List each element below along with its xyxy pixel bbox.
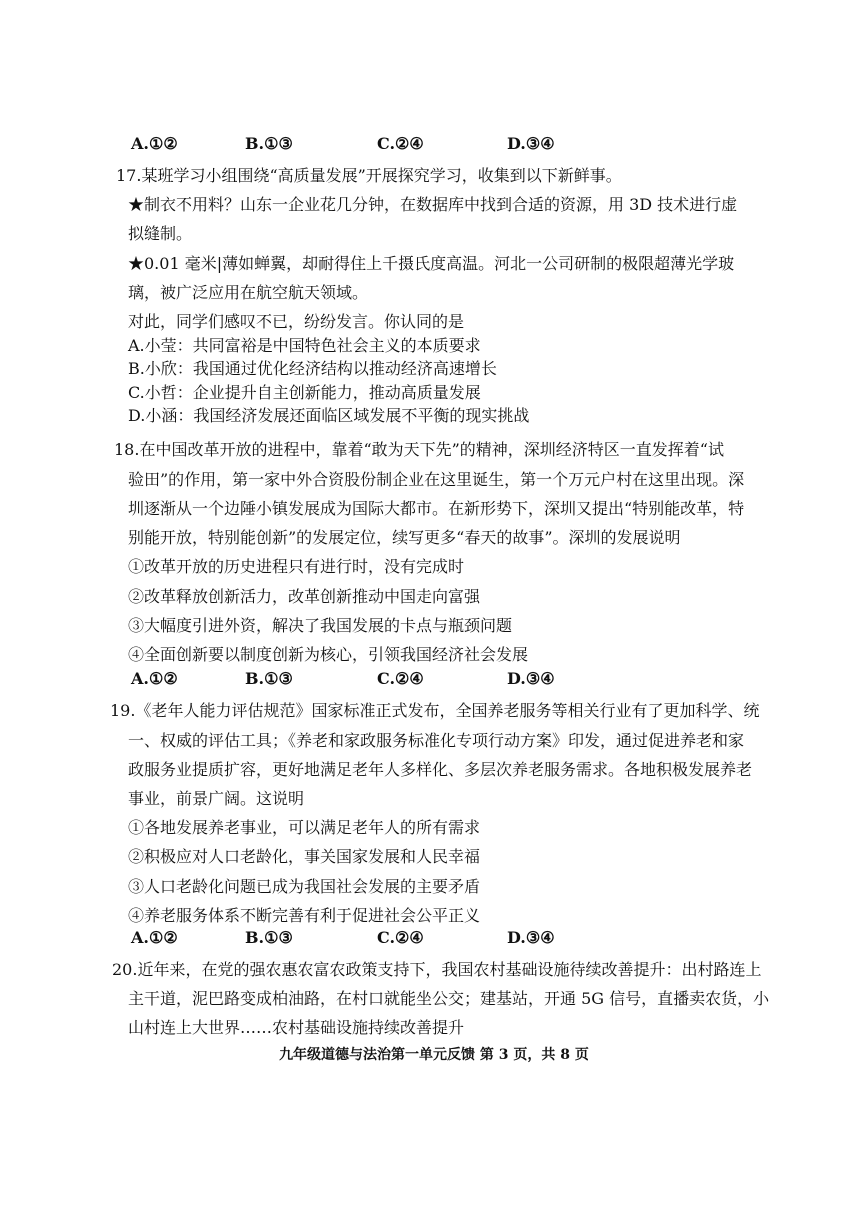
q20-stem-line: 主干道，泥巴路变成柏油路，在村口就能坐公交；建基站，开通 5G 信号，直播卖农货，小 [128,989,770,1008]
q18-stem-line: 验田”的作用，第一家中外合资股份制企业在这里诞生，第一个万元户村在这里出现。深 [128,470,745,489]
q19-statement-3: ③人口老龄化问题已成为我国社会发展的主要矛盾 [128,877,481,896]
q18-option-d: D.③④ [507,669,555,688]
q20-stem-line: 20.近年来，在党的强农惠农富农政策支持下，我国农村基础设施待续改善提升：出村路连上 [112,960,762,979]
q18-statement-4: ④全面创新要以制度创新为核心，引领我国经济社会发展 [128,645,529,664]
q19-stem-line: 政服务业提质扩容，更好地满足老年人多样化、多层次养老服务需求。各地积极发展养老 [128,760,753,779]
q20-stem-line: 山村连上大世界……农村基础设施持续改善提升 [128,1018,465,1037]
q19-stem-line: 事业，前景广阔。这说明 [128,789,305,808]
q19-stem-line: 一、权威的评估工具；《养老和家政服务标准化专项行动方案》印发，通过促进养老和家 [128,731,745,750]
q18-stem-line: 18.在中国改革开放的进程中，靠着“敢为天下先”的精神，深圳经济特区一直发挥着“试 [114,440,724,459]
q17-question-line: 对此，同学们感叹不已，纷纷发言。你认同的是 [128,312,465,331]
q17-option-a: A.小莹：共同富裕是中国特色社会主义的本质要求 [128,336,481,355]
q18-statement-1: ①改革开放的历史进程只有进行时，没有完成时 [128,557,465,576]
q17-option-c: C.小哲：企业提升自主创新能力，推动高质量发展 [128,383,481,402]
q19-stem-line: 19.《老年人能力评估规范》国家标准正式发布，全国养老服务等相关行业有了更加科学、统 [110,701,760,720]
q17-news-line: 拟缝制。 [128,224,193,243]
q18-statement-3: ③大幅度引进外资，解决了我国发展的卡点与瓶颈问题 [128,616,513,635]
q17-news-line: ★0.01 毫米|薄如蝉翼，却耐得住上千摄氏度高温。河北一公司研制的极限超薄光学玻 [128,254,735,273]
q19-statement-2: ②积极应对人口老龄化，事关国家发展和人民幸福 [128,847,481,866]
q18-option-a: A.①② [131,669,178,688]
q16-option-a: A.①② [131,134,178,153]
q19-option-d: D.③④ [507,928,555,947]
q16-option-c: C.②④ [377,134,424,153]
page-footer: 九年级道德与法治第一单元反馈 第 3 页，共 8 页 [279,1047,589,1063]
q17-option-d: D.小涵：我国经济发展还面临区域发展不平衡的现实挑战 [128,406,530,425]
q16-option-b: B.①③ [245,134,293,153]
q18-stem-line: 圳逐渐从一个边陲小镇发展成为国际大都市。在新形势下，深圳又提出“特别能改革，特 [128,499,745,518]
q19-option-b: B.①③ [245,928,293,947]
q18-stem-line: 别能开放，特别能创新”的发展定位，续写更多“春天的故事”。深圳的发展说明 [128,528,681,547]
q18-option-c: C.②④ [377,669,424,688]
q18-statement-2: ②改革释放创新活力，改革创新推动中国走向富强 [128,587,481,606]
q19-option-c: C.②④ [377,928,424,947]
q18-option-b: B.①③ [245,669,293,688]
q19-statement-1: ①各地发展养老事业，可以满足老年人的所有需求 [128,818,481,837]
q19-statement-4: ④养老服务体系不断完善有利于促进社会公平正义 [128,906,481,925]
q17-stem-line: 17.某班学习小组围绕“高质量发展”开展探究学习，收集到以下新鲜事。 [116,166,622,185]
q17-option-b: B.小欣：我国通过优化经济结构以推动经济高速增长 [128,359,497,378]
q17-news-line: ★制衣不用料？山东一企业花几分钟，在数据库中找到合适的资源，用 3D 技术进行虚 [128,195,738,214]
q19-option-a: A.①② [131,928,178,947]
q16-option-d: D.③④ [507,134,555,153]
q17-news-line: 璃，被广泛应用在航空航天领域。 [128,283,369,302]
